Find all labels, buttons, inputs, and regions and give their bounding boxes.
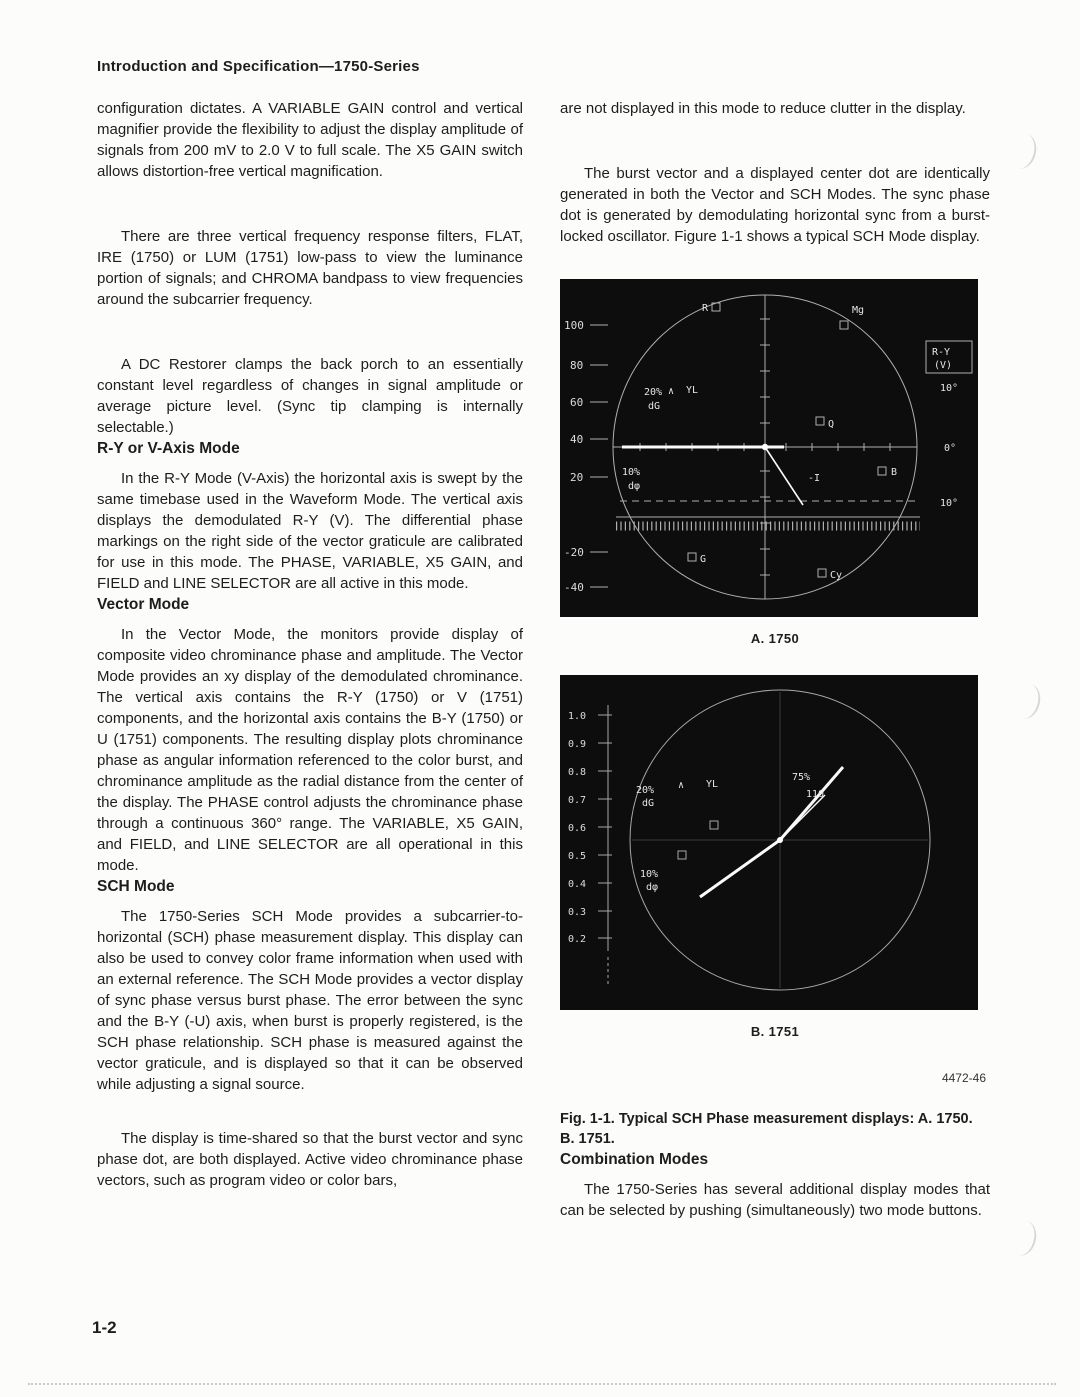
paragraph-burst-vector: The burst vector and a displayed center dot are identically generated in both the Vector and SCH Modes. The sync phase dot is generated by demodulating horizontal sync from a burst-locked oscillator. Figure 1-1 shows a typical SCH Mode display. xyxy=(560,165,990,245)
paragraph-sch-mode-1: The 1750-Series SCH Mode provides a subcarrier-to-horizontal (SCH) phase measurement display. This display can also be used to convey color frame information when used with an external reference. The SCH Mode provides a vector display of sync phase versus burst phase. The error between the sync and the B-Y (-U) axis, when burst is properly registered, is the SCH phase relationship. SCH phase is measured against the vector graticule, and is displayed so that it can be observed while adjusting a signal source. xyxy=(97,908,523,1093)
paragraph-config: configuration dictates. A VARIABLE GAIN control and vertical magnifier provide the flexibility to adjust the display amplitude of signals from 200 mV to 2.0 V to full scale. The X5 GAIN switch allows distortion-free vertical magnification. xyxy=(97,100,523,180)
heading-sch-mode: SCH Mode xyxy=(97,878,175,895)
scale-label: 0.9 xyxy=(568,739,587,750)
scale-label: 0.2 xyxy=(568,934,587,945)
heading-vector-mode: Vector Mode xyxy=(97,596,190,613)
paragraph-combination-modes: The 1750-Series has several additional display modes that can be selected by pushing (simultaneously) two mode buttons. xyxy=(560,1181,990,1219)
phase-deg-label: 10° xyxy=(940,383,959,394)
document-number: 4472-46 xyxy=(941,1071,986,1085)
scale-label: 0.6 xyxy=(568,823,587,834)
paragraph-dc-restorer: A DC Restorer clamps the back porch to an essentially constant level regardless of changes in signal amplitude or average picture level. (Sync tip clamping is internally selectable.) xyxy=(97,356,523,436)
target-label-yl: YL xyxy=(686,385,699,396)
paragraph-sch-mode-2: The display is time-shared so that the burst vector and sync phase dot, are both displayed. Active video chrominance phase vectors, such as program video or color bars, xyxy=(97,1130,523,1189)
dg-scale-label: 20% xyxy=(644,387,663,398)
target-label-mg: Mg xyxy=(852,305,865,316)
dphi-scale-label: 10% xyxy=(640,869,659,880)
scale-label: -40 xyxy=(564,581,584,594)
heading-combination-modes: Combination Modes xyxy=(560,1151,709,1168)
scale-label: 20 xyxy=(570,471,584,484)
scale-label: 0.7 xyxy=(568,795,587,806)
page-number: 1-2 xyxy=(92,1318,117,1337)
dg-scale-label: 20% xyxy=(636,785,655,796)
amplitude-label: 75% xyxy=(792,772,811,783)
target-label-b: B xyxy=(891,467,898,478)
dphi-scale-label: dφ xyxy=(646,882,659,893)
target-label-yl: YL xyxy=(706,779,719,790)
page-header: Introduction and Specification—1750-Series xyxy=(97,58,420,75)
ry-axis-label: R-Y xyxy=(932,347,951,358)
scale-label: 1.0 xyxy=(568,711,587,722)
caret-mark: ∧ xyxy=(678,780,685,791)
scope-photo-a xyxy=(560,279,978,617)
figure-b-caption: B. 1751 xyxy=(750,1024,800,1039)
scope-b-background xyxy=(560,675,978,1010)
paragraph-ry-mode: In the R-Y Mode (V-Axis) the horizontal axis is swept by the same timebase used in the Waveform Mode. The vertical axis displays the demodulated R-Y (V). The differential phase markings on the right side of the vector graticule are calibrated for use in this mode. The PHASE, VARIABLE, X5 GAIN, and FIELD and LINE SELECTOR are all active in this mode. xyxy=(97,470,523,592)
scale-label: 0.5 xyxy=(568,851,587,862)
scale-label: -20 xyxy=(564,546,584,559)
target-label-g: G xyxy=(700,554,707,565)
heading-ry-mode: R-Y or V-Axis Mode xyxy=(97,440,240,457)
scale-label: 100 xyxy=(564,319,584,332)
target-label-cy: Cy xyxy=(830,570,843,581)
sync-phase-dot xyxy=(777,837,783,843)
figure-a-caption: A. 1750 xyxy=(750,631,800,646)
target-label-r: R xyxy=(702,303,709,314)
paragraph-filters: There are three vertical frequency response filters, FLAT, IRE (1750) or LUM (1751) low-pass to view the luminance portion of signals; and CHROMA bandpass to view frequencies around the subcarrier frequency. xyxy=(97,228,523,308)
dg-scale-label: dG xyxy=(648,401,661,412)
phase-deg-label: 10° xyxy=(940,498,959,509)
target-label-i: -I xyxy=(808,473,821,484)
scan-artifact xyxy=(1004,130,1040,172)
amplitude-label: 110 xyxy=(806,789,825,800)
right-column xyxy=(560,98,990,1221)
scan-edge-dots xyxy=(28,1383,1056,1385)
figure-a xyxy=(560,279,990,649)
caret-mark: ∧ xyxy=(668,386,675,397)
scale-label: 0.4 xyxy=(568,879,587,890)
left-column xyxy=(97,98,523,1191)
figure-caption: Fig. 1-1. Typical SCH Phase measurement displays: A. 1750. B. 1751. xyxy=(560,1111,973,1147)
dg-scale-label: dG xyxy=(642,798,655,809)
phase-deg-label: 0° xyxy=(944,443,957,454)
scale-label: 80 xyxy=(570,359,584,372)
scale-label: 0.3 xyxy=(568,907,587,918)
figure-b xyxy=(560,675,990,1042)
scan-artifact xyxy=(1004,1217,1040,1259)
scale-label: 40 xyxy=(570,433,584,446)
sync-phase-dot xyxy=(762,444,768,450)
ry-axis-label: (V) xyxy=(934,360,953,371)
target-label-q: Q xyxy=(828,419,835,430)
scale-label: 60 xyxy=(570,396,584,409)
scan-artifact xyxy=(1008,680,1044,722)
dphi-scale-label: dφ xyxy=(628,481,641,492)
scope-b-scale-labels xyxy=(568,711,586,945)
paragraph-continuation: are not displayed in this mode to reduce clutter in the display. xyxy=(560,100,966,117)
scale-label: 0.8 xyxy=(568,767,587,778)
paragraph-vector-mode: In the Vector Mode, the monitors provide display of composite video chrominance phase and amplitude. The Vector Mode provides an xy display of the demodulated chrominance. The vertical axis contains the R-Y (1750) or V (1751) components, and the horizontal axis contains the B-Y (1750) or U (1751) components. The resulting display plots chrominance phase as angular information referenced to the color burst, and chrominance amplitude as the radial distance from the center of the display. The PHASE control adjusts the chrominance phase through a continuous 360° range. The VARIABLE, X5 GAIN, and FIELD, and LINE SELECTOR are all operational in this mode. xyxy=(97,626,523,874)
scope-photo-b xyxy=(560,675,978,1010)
dphi-scale-label: 10% xyxy=(622,467,641,478)
